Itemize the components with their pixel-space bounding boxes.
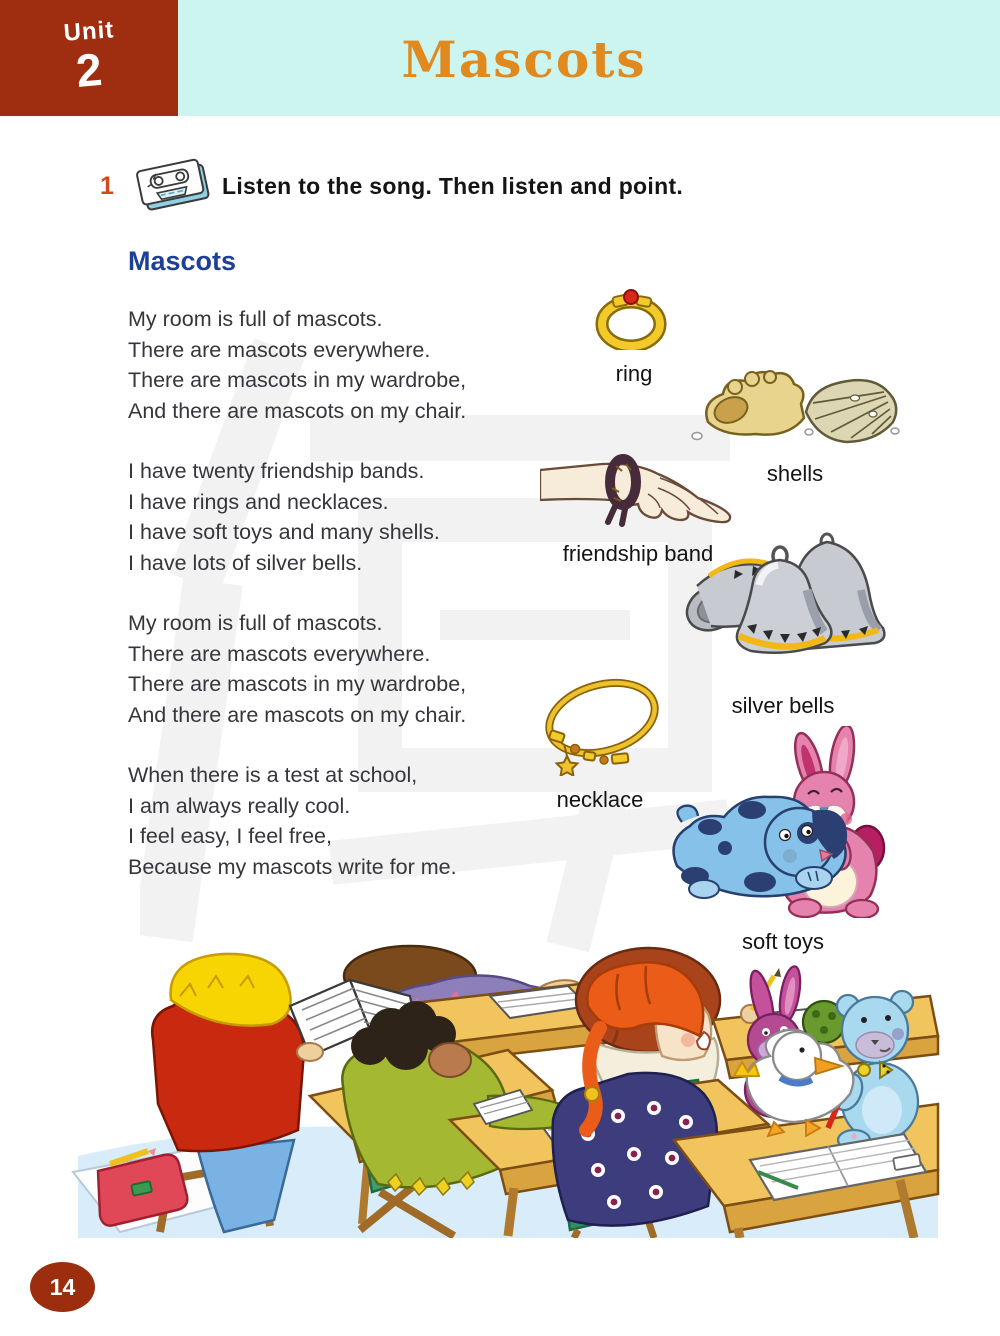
soft-toys-label: soft toys xyxy=(742,929,824,954)
unit-label: Unit xyxy=(62,16,116,47)
song-verse-1 xyxy=(128,304,558,426)
shells-illustration xyxy=(688,362,902,450)
unit-number: 2 xyxy=(73,42,105,98)
silver-bells-label: silver bells xyxy=(731,693,835,718)
silver-bells-illustration xyxy=(675,530,891,682)
friendship-band-label: friendship band xyxy=(562,541,714,566)
verse-line: There are mascots everywhere. xyxy=(128,337,431,362)
necklace-label: necklace xyxy=(556,787,644,812)
song-verse-4 xyxy=(128,760,558,882)
exercise-number: 1 xyxy=(100,171,114,200)
vocab-necklace xyxy=(534,676,666,813)
verse-line: There are mascots in my wardrobe, xyxy=(128,672,467,696)
song-lyrics xyxy=(128,246,558,912)
vocab-soft-toys xyxy=(662,726,904,955)
verse-line: When there is a test at school, xyxy=(128,763,418,787)
necklace-illustration xyxy=(534,676,666,776)
shells-label: shells xyxy=(766,461,824,486)
soft-toys-illustration xyxy=(662,726,904,918)
verse-line: And there are mascots on my chair. xyxy=(128,702,467,727)
verse-line: There are mascots everywhere. xyxy=(128,641,431,666)
page-number: 14 xyxy=(49,1274,76,1300)
verse-line: I have rings and necklaces. xyxy=(128,489,389,514)
verse-line: My room is full of mascots. xyxy=(128,307,383,331)
verse-line: And there are mascots on my chair. xyxy=(128,398,467,423)
unit-box xyxy=(0,0,178,116)
verse-line: Because my mascots write for me. xyxy=(128,854,457,879)
title-band xyxy=(178,0,1000,116)
page-number-badge xyxy=(30,1262,95,1312)
friendship-band-illustration xyxy=(540,448,736,530)
song-verse-2 xyxy=(128,456,558,578)
vocab-silver-bells xyxy=(675,530,891,719)
classroom-illustration xyxy=(58,944,942,1238)
ring-label: ring xyxy=(615,361,653,386)
verse-line: I have twenty friendship bands. xyxy=(128,459,425,483)
verse-line: I am always really cool. xyxy=(128,793,351,818)
page-title: Mascots xyxy=(401,30,647,89)
verse-line: My room is full of mascots. xyxy=(128,611,383,635)
cassette-icon xyxy=(126,153,222,219)
song-title: Mascots xyxy=(128,246,237,276)
vocab-ring xyxy=(575,288,693,387)
verse-line: I have soft toys and many shells. xyxy=(128,520,440,544)
page-header xyxy=(0,0,1000,116)
verse-line: There are mascots in my wardrobe, xyxy=(128,368,467,392)
verse-line: I have lots of silver bells. xyxy=(128,550,363,575)
verse-line: I feel easy, I feel free, xyxy=(128,824,332,848)
exercise-instruction: Listen to the song. Then listen and point. xyxy=(222,172,684,199)
song-verse-3 xyxy=(128,608,558,730)
ring-illustration xyxy=(575,288,693,350)
exercise-row xyxy=(100,150,920,222)
